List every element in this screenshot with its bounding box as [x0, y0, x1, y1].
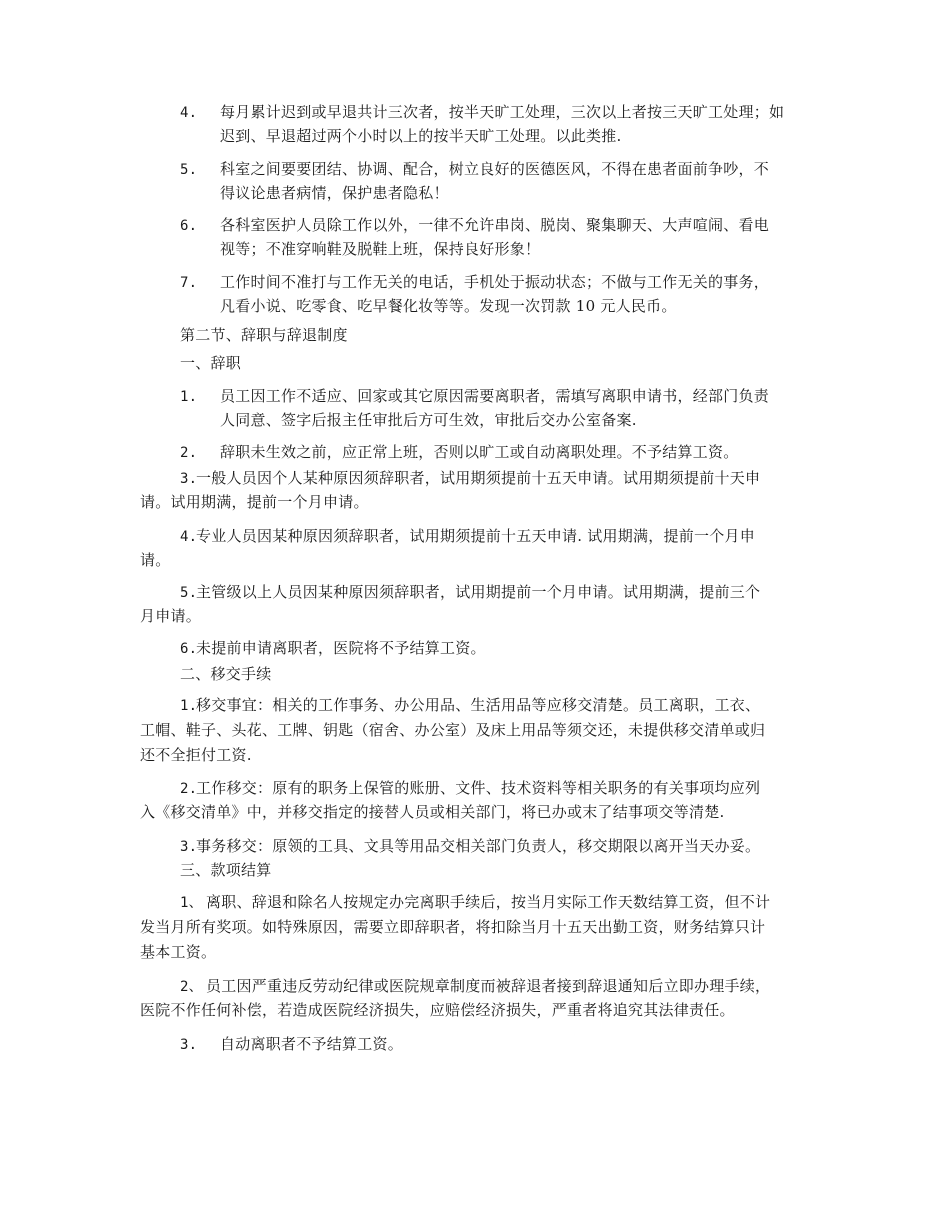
list-item: 7. 工作时间不准打与工作无关的电话，手机处于振动状态；不做与工作无关的事务，: [180, 273, 770, 291]
list-item: 1. 员工因工作不适应、回家或其它原因需要离职者，需填写离职申请书，经部门负责: [180, 387, 770, 405]
paragraph: 4.专业人员因某种原因须辞职者，试用期须提前十五天申请. 试用期满，提前一个月申: [180, 527, 756, 545]
paragraph: 3.事务移交：原领的工具、文具等用品交相关部门负责人，移交期限以离开当天办妥。: [180, 837, 761, 855]
list-item: 4. 每月累计迟到或早退共计三次者，按半天旷工处理，三次以上者按三天旷工处理；如: [180, 103, 785, 121]
subsection-title: 三、款项结算: [180, 861, 272, 879]
list-item: 3. 自动离职者不予结算工资。: [180, 1035, 404, 1053]
list-item: 5. 科室之间要要团结、协调、配合，树立良好的医德医风，不得在患者面前争吵，不: [180, 160, 770, 178]
paragraph: 2.工作移交：原有的职务上保管的账册、文件、技术资料等相关职务的有关事项均应列: [180, 779, 761, 797]
paragraph: 1、 离职、辞退和除名人按规定办完离职手续后，按当月实际工作天数结算工资，但不计: [180, 893, 771, 911]
paragraph: 1.移交事宜：相关的工作事务、办公用品、生活用品等应移交清楚。员工离职，工衣、: [180, 696, 761, 714]
paragraph-cont: 发当月所有奖项。如特殊原因，需要立即辞职者，将扣除当月十五天出勤工资，财务结算只计: [140, 918, 766, 936]
section-title: 第二节、辞职与辞退制度: [180, 326, 348, 344]
list-item: 6. 各科室医护人员除工作以外，一律不允许串岗、脱岗、聚集聊天、大声喧闹、看电: [180, 216, 770, 234]
paragraph-cont: 基本工资。: [140, 943, 217, 961]
list-item: 2. 辞职未生效之前，应正常上班，否则以旷工或自动离职处理。不予结算工资。: [180, 443, 739, 461]
list-item-cont: 得议论患者病情，保护患者隐私！: [220, 184, 449, 202]
paragraph-cont: 医院不作任何补偿，若造成医院经济损失，应赔偿经济损失，严重者将追究其法律责任。: [140, 1001, 735, 1019]
paragraph: 6.未提前申请离职者，医院将不予结算工资。: [180, 639, 486, 657]
paragraph: 2、 员工因严重违反劳动纪律或医院规章制度而被辞退者接到辞退通知后立即办理手续，: [180, 977, 771, 995]
subsection-title: 二、移交手续: [180, 665, 272, 683]
paragraph: 3.一般人员因个人某种原因须辞职者，试用期须提前十五天申请。试用期须提前十天申: [180, 469, 761, 487]
list-item-cont: 视等；不准穿响鞋及脱鞋上班，保持良好形象！: [220, 240, 541, 258]
list-item-cont: 凡看小说、吃零食、吃早餐化妆等等。发现一次罚款 10 元人民币。: [220, 297, 677, 315]
list-item-cont: 迟到、早退超过两个小时以上的按半天旷工处理。以此类推.: [220, 127, 622, 145]
list-item-cont: 人同意、签字后报主任审批后方可生效，审批后交办公室备案.: [220, 411, 637, 429]
paragraph-cont: 请。: [140, 551, 171, 569]
paragraph-cont: 月申请。: [140, 607, 202, 625]
paragraph-cont: 请。试用期满，提前一个月申请。: [140, 493, 369, 511]
paragraph: 5.主管级以上人员因某种原因须辞职者，试用期提前一个月申请。试用期满，提前三个: [180, 583, 761, 601]
paragraph-cont: 入《移交清单》中，并移交指定的接替人员或相关部门，将已办或末了结事项交等清楚.: [140, 803, 725, 821]
paragraph-cont: 还不全拒付工资.: [140, 746, 252, 764]
subsection-title: 一、辞职: [180, 354, 242, 372]
paragraph-cont: 工帽、鞋子、头花、工牌、钥匙（宿舍、办公室）及床上用品等须交还，未提供移交清单或归: [140, 721, 766, 739]
